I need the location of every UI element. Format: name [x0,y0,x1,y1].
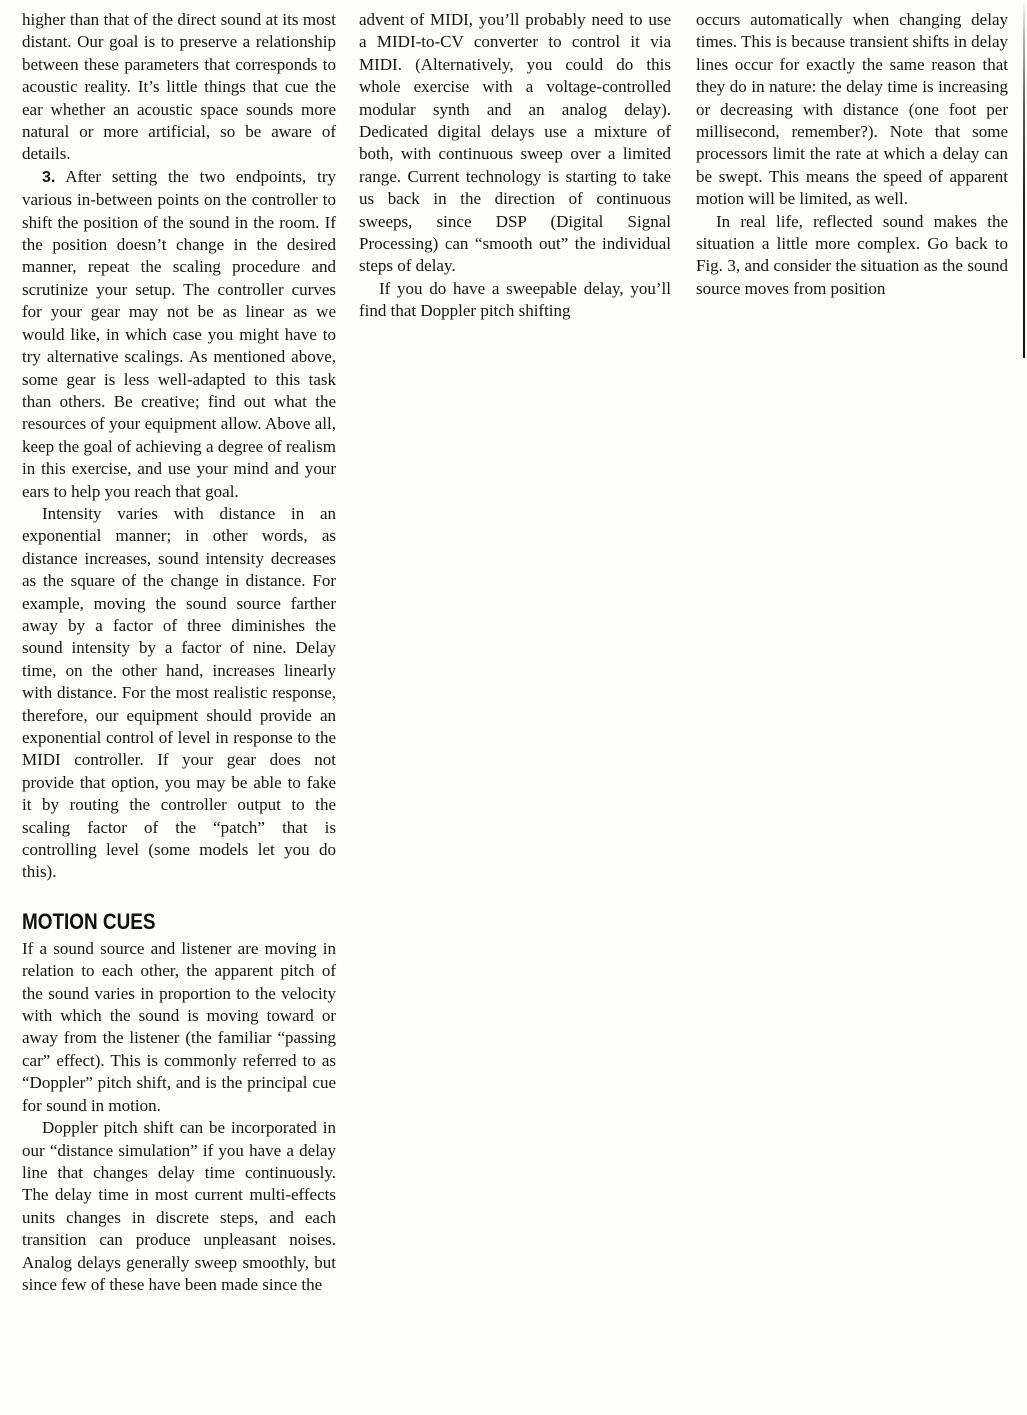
step-text: After setting the two endpoints, try various in-between points on the controller to shift the position of the sound in the room. If the position doesn’t change in the desired manner, repeat the scaling procedure and scrutinize your setup. The controller curves for your gear may not be as linear as we would like, in which case you might have to try alternative scalings. As mentioned above, some gear is less well-adapted to this task than others. Be creative; find out what the resources of your equipment allow. Above all, keep the goal of achieving a degree of realism in this exercise, and use your mind and your ears to help you reach that goal. [22,166,336,501]
step-number: 3. [42,168,56,186]
body-paragraph: Doppler pitch shift can be incorporated in our “distance simulation” if you have a delay line that changes delay time continuously. The delay time in most current multi-effects units changes in discrete steps, and each transition can produce unpleasant noises. Analog delays generally sweep smoothly, but since few of these have been made since the [22,1118,336,1294]
body-paragraph: If a sound source and listener are moving in relation to each other, the apparent pitch of the sound varies in proportion to the velocity with which the sound is moving toward or away from the listener (the familiar “passing car” effect). This is commonly referred to as “Doppler” pitch shift, and is the principal cue for sound in motion. [22,938,336,1115]
body-paragraph: occurs automatically when changing delay times. This is because transient shifts in delay lines occur for exactly the same reason that they do in nature: the delay time is increasing or decreasing with distance (one foot per millisecond, remember?). Note that some processors limit the rate at which a delay can be swept. This means the speed of apparent motion will be limited, as well. [696,10,1008,209]
body-paragraph: higher than that of the direct sound at its most distant. Our goal is to preserve a relationship between these parameters that corresponds to acoustic reality. It’s little things that cue the ear whether an acoustic space sounds more natural or more artificial, so be aware of details. [22,10,336,164]
section-heading [22,908,336,934]
body-paragraph: If you do have a sweepable delay, you’ll find that Doppler pitch shifting [359,278,671,321]
text-column-3 [696,9,1008,300]
body-paragraph-step3 [22,166,336,503]
section-heading-text: MOTION CUES [22,908,156,934]
page-edge-rule [1023,0,1025,358]
body-paragraph: In real life, reflected sound makes the situation a little more complex. Go back to Fig. 3, and consider the situation as the sound source moves from position [696,211,1008,298]
text-column-1 [22,9,336,1296]
body-paragraph: Intensity varies with distance in an exponential manner; in other words, as distance increases, sound intensity decreases as the square of the change in distance. For example, moving the sound source farther away by a factor of three diminishes the sound intensity by a factor of nine. Delay time, on the other hand, increases linearly with distance. For the most realistic response, therefore, our equipment should provide an exponential control of level in response to the MIDI controller. If your gear does not provide that option, you may be able to fake it by routing the controller output to the scaling factor of the “patch” that is controlling level (some models let you do this). [22,503,336,882]
body-paragraph: advent of MIDI, you’ll probably need to use a MIDI-to-CV converter to control it via MIDI. (Alternatively, you could do this whole exercise with a voltage-controlled modular synth and an analog delay). Dedicated digital delays use a mixture of both, with continuous sweep over a limited range. Current technology is starting to take us back in the direction of continuous sweeps, since DSP (Digital Signal Processing) can “smooth out” the individual steps of delay. [359,10,671,276]
text-column-2 [359,9,671,323]
